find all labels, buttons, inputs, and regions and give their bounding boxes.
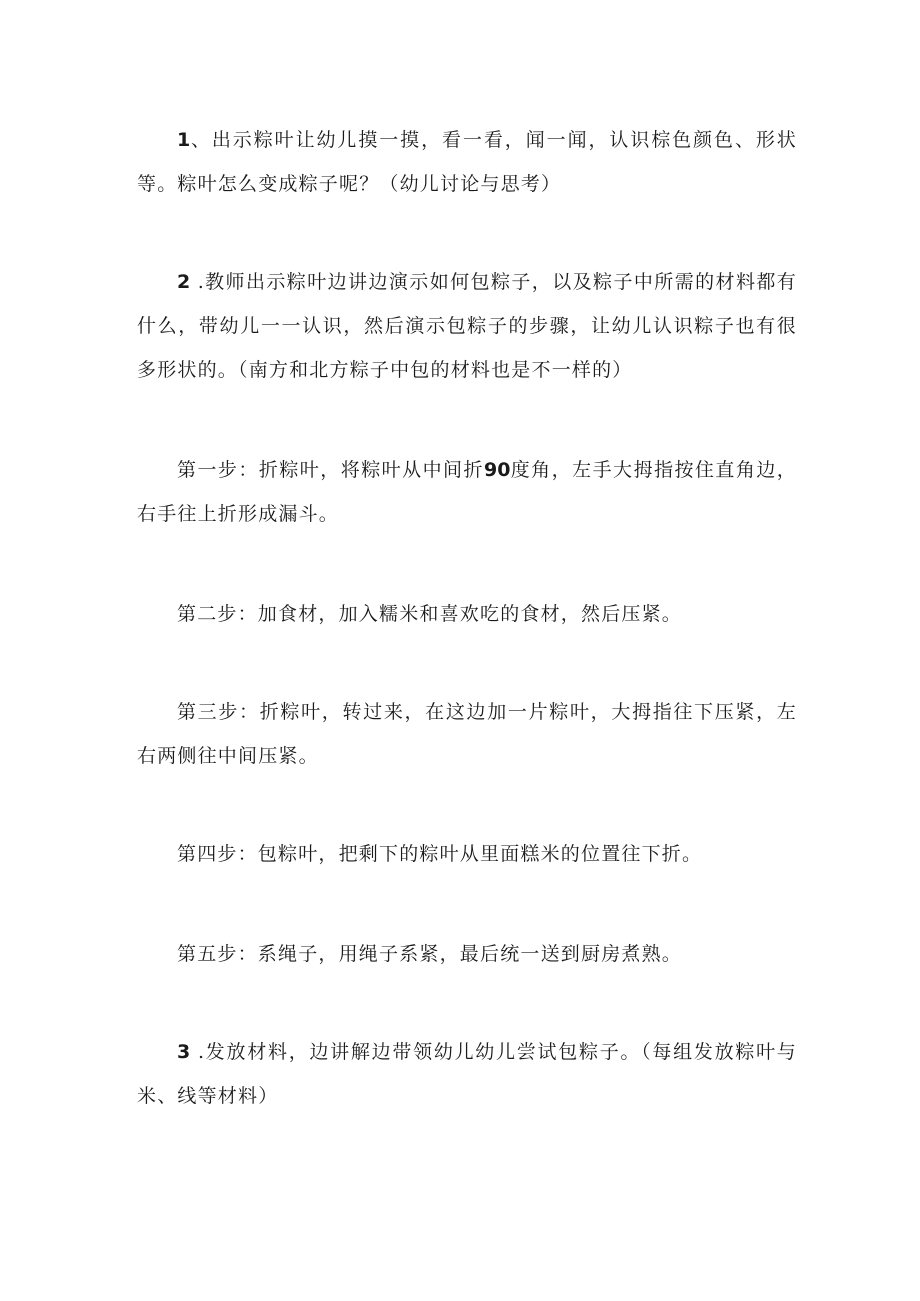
paragraph-text: .发放材料，边讲解边带领幼儿幼儿尝试包粽子。（每组发放粽叶与米、线等材料） (137, 1041, 797, 1107)
step-one (137, 448, 797, 536)
step-text: 第五步：系绳子，用绳子系紧，最后统一送到厨房煮熟。 (177, 943, 683, 965)
step-text-after: 度角，左手大拇指按住直角边，右手往上折形成漏斗。 (137, 459, 797, 525)
item-number: 3 (177, 1041, 191, 1063)
step-text: 第三步：折粽叶，转过来，在这边加一片粽叶，大拇指往下压紧，左右两侧往中间压紧。 (137, 701, 797, 767)
step-two (137, 592, 797, 636)
item-number: 1 (177, 129, 191, 151)
step-text: 第四步：包粽叶，把剩下的粽叶从里面糕米的位置往下折。 (177, 843, 703, 865)
paragraph-distribute-materials (137, 1030, 797, 1118)
paragraph-observe-leaves (137, 118, 797, 206)
step-five (137, 932, 797, 976)
step-text: 第二步：加食材，加入糯米和喜欢吃的食材，然后压紧。 (177, 603, 683, 625)
step-angle-number: 90 (484, 459, 511, 481)
step-text-before: 第一步：折粽叶，将粽叶从中间折 (177, 459, 484, 481)
paragraph-teacher-demo (137, 260, 797, 392)
paragraph-text: .教师出示粽叶边讲边演示如何包粽子，以及粽子中所需的材料都有什么，带幼儿一一认识，然后演示包粽子的步骤，让幼儿认识粽子也有很多形状的。（南方和北方粽子中包的材料也是不一样的） (137, 271, 797, 381)
step-four (137, 832, 797, 876)
item-number: 2 (177, 271, 191, 293)
step-three (137, 690, 797, 778)
paragraph-text: 、出示粽叶让幼儿摸一摸，看一看，闻一闻，认识棕色颜色、形状等。粽叶怎么变成粽子呢？（幼儿讨论与思考） (137, 129, 797, 195)
